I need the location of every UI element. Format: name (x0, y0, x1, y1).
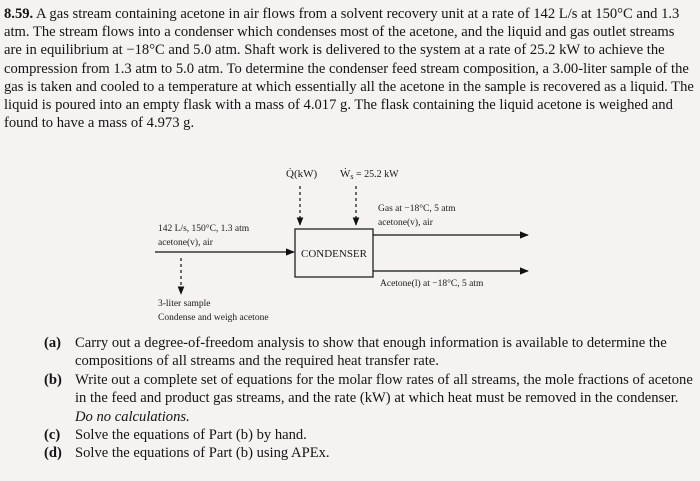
liquid-outlet-label: Acetone(l) at −18°C, 5 atm (380, 279, 484, 289)
shaft-work-label: Ẇs = 25.2 kW (340, 168, 399, 181)
part-a: (a) Carry out a degree-of-freedom analysis to show that enough information is available to determine the compositions of all streams and the required heat transfer rate. (44, 335, 667, 370)
feed-conditions: 142 L/s, 150°C, 1.3 atm (158, 224, 250, 234)
sample-procedure: Condense and weigh acetone (158, 313, 269, 323)
feed-composition: acetone(v), air (158, 238, 213, 248)
gas-outlet-composition: acetone(v), air (378, 218, 433, 228)
part-b-emphasis: Do no calculations. (75, 408, 190, 425)
problem-number: 8.59. (4, 6, 34, 22)
condenser-label: CONDENSER (300, 248, 368, 260)
gas-outlet-conditions: Gas at −18°C, 5 atm (378, 204, 456, 214)
part-c: (c) Solve the equations of Part (b) by hand. (44, 427, 307, 444)
question-parts (44, 334, 694, 463)
problem-body: A gas stream containing acetone in air flows from a solvent recovery unit at a rate of 142 L/s at 150°C and 1.3 atm. The stream flows into a condenser which condenses most of the acetone, and the liquid and gas outlet streams are in equilibrium at −18°C and 5.0 atm. Shaft work is delivered to the system at a rate of 25.2 kW to achieve the compression from 1.3 atm to 5.0 atm. To determine the condenser feed stream composition, a 3.00-liter sample of the gas is taken and cooled to a temperature at which essentially all the acetone in the sample is recovered as a liquid. The liquid is poured into an empty flask with a mass of 4.017 g. The flask containing the liquid acetone is weighed and found to have a mass of 4.973 g. (4, 6, 694, 132)
heat-rate-label: Q̇(kW) (286, 168, 318, 180)
part-b: (b) Write out a complete set of equations for the molar flow rates of all streams, the mole fractions of acetone in the feed and product gas streams, and the rate (kW) at which heat must be removed in the condenser. Do no calculations. (44, 371, 693, 425)
sample-label: 3-liter sample (158, 299, 211, 309)
part-d: (d) Solve the equations of Part (b) using APEx. (44, 445, 330, 462)
